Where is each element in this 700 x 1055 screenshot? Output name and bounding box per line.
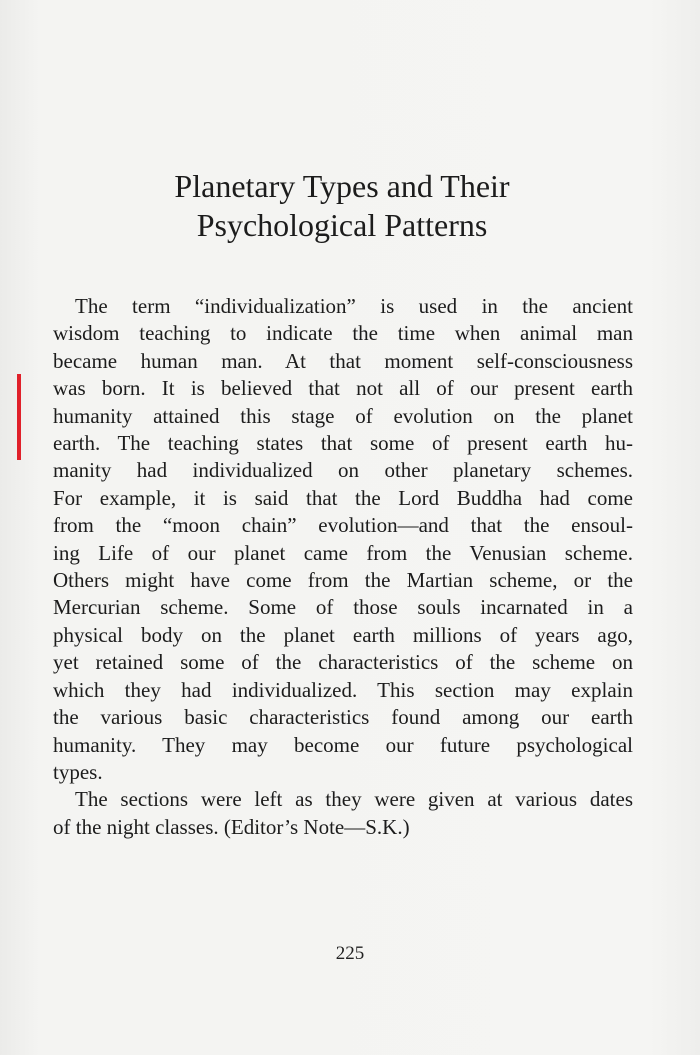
text-line: Others might have come from the Martian scheme, or the — [53, 568, 633, 593]
text-line: manity had individualized on other planetary schemes. — [53, 458, 633, 483]
text-line: ing Life of our planet came from the Venusian scheme. — [53, 540, 633, 565]
text-line: The term “individualization” is used in the ancient — [75, 294, 633, 318]
text-line: The sections were left as they were given at various dates — [75, 787, 633, 812]
text-line: yet retained some of the characteristics of the scheme on — [53, 650, 633, 675]
text-line: wisdom teaching to indicate the time when animal man — [53, 321, 633, 346]
text-line: was born. It is believed that not all of our present earth — [53, 376, 633, 401]
text-line: types. — [53, 759, 103, 784]
text-line: of the night classes. (Editor’s Note—S.K.) — [53, 814, 410, 839]
text-line: Mercurian scheme. Some of those souls incarnated in a — [53, 595, 633, 620]
margin-marker — [17, 374, 21, 460]
page-number: 225 — [335, 943, 365, 964]
text-line: physical body on the planet earth millions of years ago, — [53, 622, 633, 647]
text-line: earth. The teaching states that some of present earth hu- — [53, 431, 633, 456]
chapter-title-line-1: Planetary Types and Their — [174, 168, 510, 204]
text-line: For example, it is said that the Lord Buddha had come — [53, 485, 633, 510]
paragraph — [53, 786, 633, 841]
text-line: became human man. At that moment self-consciousness — [53, 348, 633, 373]
body-text — [53, 293, 633, 841]
text-line: from the “moon chain” evolution—and that the ensoul- — [53, 513, 633, 538]
text-line: which they had individualized. This section may explain — [53, 677, 633, 702]
text-line: humanity. They may become our future psychological — [53, 732, 633, 757]
text-line: humanity attained this stage of evolution on the planet — [53, 403, 633, 428]
text-line: the various basic characteristics found among our earth — [53, 705, 633, 730]
paragraph — [53, 293, 633, 786]
chapter-title-line-2: Psychological Patterns — [196, 207, 488, 243]
